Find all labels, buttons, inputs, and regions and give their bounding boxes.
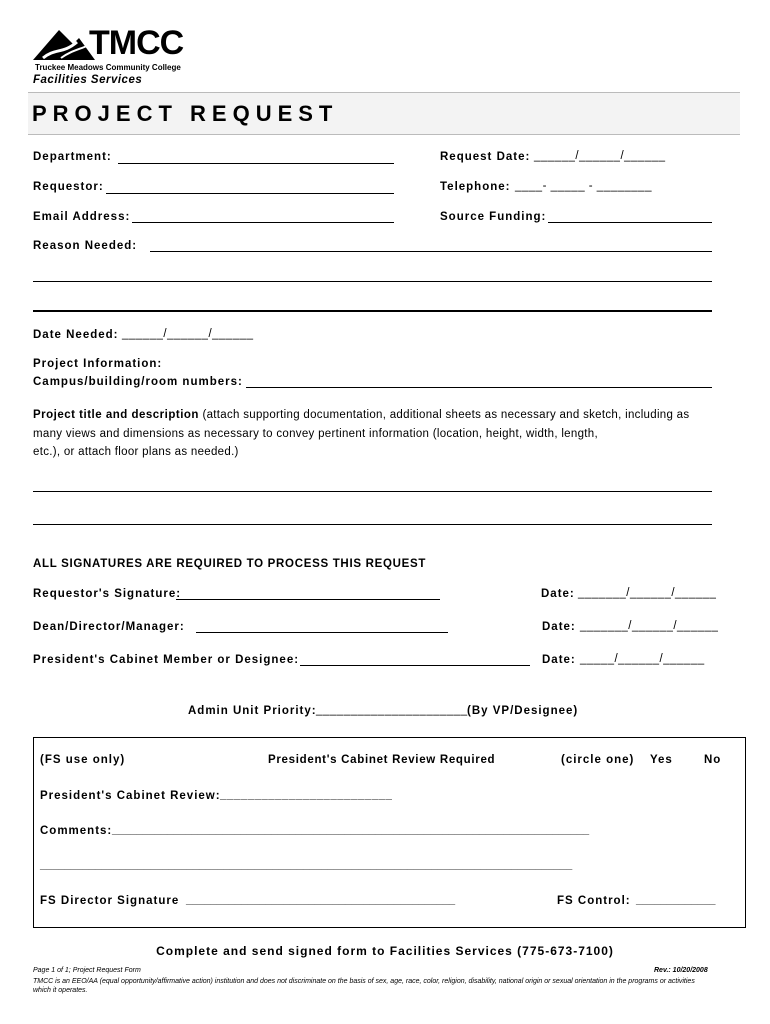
dean-signature-field[interactable]	[196, 632, 448, 633]
dean-date-label: Date:	[542, 621, 576, 633]
circle-one-label: (circle one)	[561, 754, 635, 766]
dean-date-field[interactable]: _______/______/______	[580, 620, 719, 632]
comments-label: Comments:	[40, 825, 113, 837]
tmcc-logo	[33, 24, 223, 76]
president-date-field[interactable]: _____/______/______	[580, 653, 705, 665]
date-needed-field[interactable]: ______/______/______	[122, 328, 254, 340]
description-line-2[interactable]	[33, 524, 712, 525]
reason-field-line-3[interactable]	[33, 310, 712, 312]
project-title-bold: Project title and description	[33, 409, 199, 421]
reason-label: Reason Needed:	[33, 240, 138, 252]
comments-field-line-2[interactable]: _______________________________________________________________________________________	[40, 859, 573, 871]
requestor-signature-label: Requestor's Signature:	[33, 588, 182, 600]
description-line-1[interactable]	[33, 491, 712, 492]
admin-priority-label: Admin Unit Priority:	[188, 705, 317, 717]
department-subtitle: Facilities Services	[33, 74, 143, 86]
project-title-line2: many views and dimensions as necessary to convey pertinent information (location, height, width, length,	[33, 428, 598, 440]
requestor-date-label: Date:	[541, 588, 575, 600]
eeo-statement-line2: which it operates.	[33, 987, 88, 994]
requestor-signature-field[interactable]	[176, 599, 440, 600]
telephone-field[interactable]: ____- _____ - ________	[515, 180, 652, 192]
eeo-statement-line1: TMCC is an EEO/AA (equal opportunity/affirmative action) institution and does not discriminate on the basis of sex, age, race, color, religion, disability, national origin or sexual orientation in the programs or activities	[33, 978, 695, 985]
fs-director-signature-label: FS Director Signature	[40, 895, 180, 907]
campus-field[interactable]	[246, 387, 712, 388]
fs-control-label: FS Control:	[557, 895, 631, 907]
project-title-instructions	[33, 409, 689, 421]
project-title-line3: etc.), or attach floor plans as needed.)	[33, 446, 239, 458]
signatures-heading: ALL SIGNATURES ARE REQUIRED TO PROCESS THIS REQUEST	[33, 558, 427, 570]
telephone-label: Telephone:	[440, 181, 511, 193]
requestor-date-field[interactable]: _______/______/______	[578, 587, 717, 599]
reason-field-line-1[interactable]	[150, 251, 712, 252]
mountain-logo-icon	[33, 28, 95, 62]
send-instructions: Complete and send signed form to Facilities Services (775-673-7100)	[156, 944, 614, 958]
request-date-field[interactable]: ______/______/______	[534, 150, 666, 162]
requestor-label: Requestor:	[33, 181, 104, 193]
page-info: Page 1 of 1; Project Request Form	[33, 967, 141, 974]
logo-wordmark: TMCC	[89, 24, 184, 62]
email-label: Email Address:	[33, 211, 131, 223]
fs-use-only-label: (FS use only)	[40, 754, 126, 766]
cabinet-review-field[interactable]: _________________________	[220, 789, 393, 801]
requestor-field[interactable]	[106, 193, 394, 194]
president-designee-label: President's Cabinet Member or Designee:	[33, 654, 300, 666]
revision-info: Rev.: 10/20/2008	[654, 967, 708, 974]
fs-use-only-box	[33, 737, 746, 928]
request-date-label: Request Date:	[440, 151, 531, 163]
source-funding-label: Source Funding:	[440, 211, 547, 223]
cabinet-review-required-label: President's Cabinet Review Required	[268, 754, 496, 766]
page-title: PROJECT REQUEST	[32, 101, 339, 126]
admin-priority-field[interactable]: ______________________	[316, 704, 468, 716]
campus-label: Campus/building/room numbers:	[33, 376, 243, 388]
project-info-label: Project Information:	[33, 358, 163, 370]
project-title-line1: (attach supporting documentation, additional sheets as necessary and sketch, including as	[202, 409, 690, 421]
source-funding-field[interactable]	[548, 222, 712, 223]
department-field[interactable]	[118, 163, 394, 164]
cabinet-review-label: President's Cabinet Review:	[40, 790, 221, 802]
email-field[interactable]	[132, 222, 394, 223]
reason-field-line-2[interactable]	[33, 281, 712, 282]
president-date-label: Date:	[542, 654, 576, 666]
date-needed-label: Date Needed:	[33, 329, 119, 341]
dean-label: Dean/Director/Manager:	[33, 621, 185, 633]
college-name: Truckee Meadows Community College	[35, 63, 181, 72]
fs-director-signature-field[interactable]: ____________________________________________	[186, 894, 456, 906]
yes-option[interactable]: Yes	[650, 754, 673, 766]
fs-control-field[interactable]: _____________	[636, 894, 716, 906]
title-bar	[28, 92, 740, 135]
comments-field-line-1[interactable]: ______________________________________________________________________________	[112, 824, 590, 836]
department-label: Department:	[33, 151, 112, 163]
no-option[interactable]: No	[704, 754, 722, 766]
admin-priority-suffix: (By VP/Designee)	[467, 705, 579, 717]
president-designee-field[interactable]	[300, 665, 530, 666]
